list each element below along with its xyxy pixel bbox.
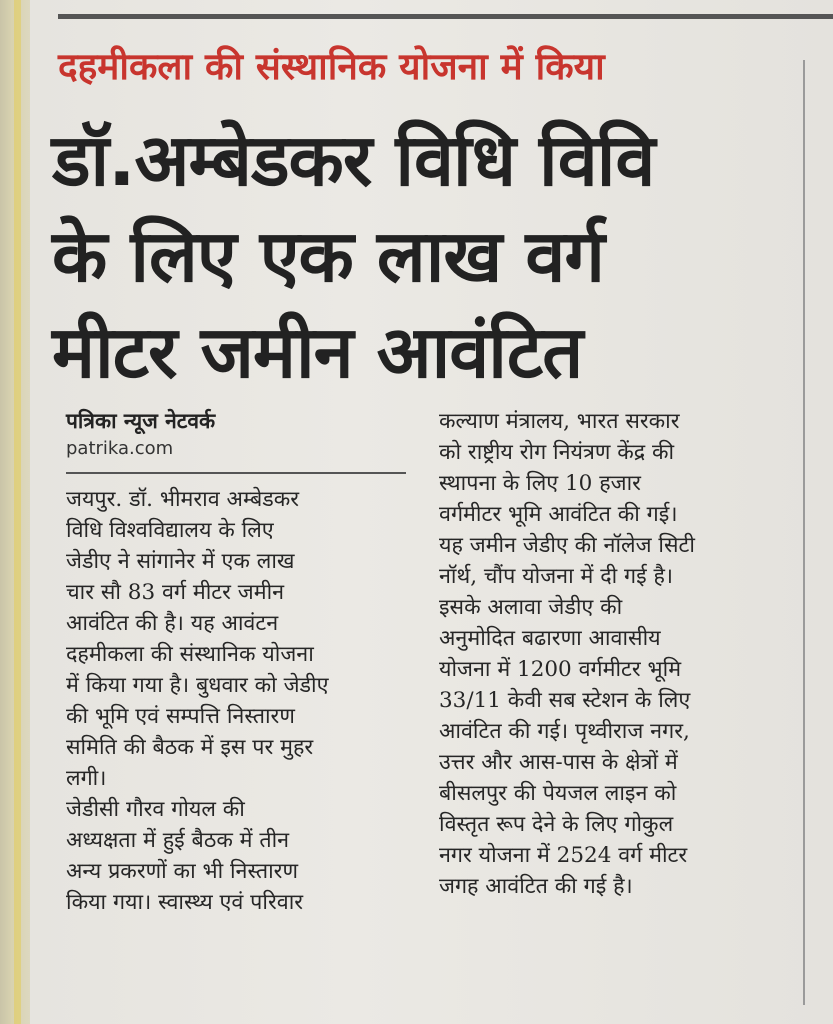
body-line: कल्याण मंत्रालय, भारत सरकार: [439, 409, 680, 434]
body-line: नॉर्थ, चौंप योजना में दी गई है।: [439, 564, 674, 589]
body-line: बीसलपुर की पेयजल लाइन को: [439, 781, 677, 806]
body-line: जेडीसी गौरव गोयल की: [66, 797, 245, 822]
article-kicker: दहमीकला की संस्थानिक योजना में किया: [58, 45, 605, 88]
body-line: यह जमीन जेडीए की नॉलेज सिटी: [439, 533, 695, 558]
headline-line: के लिए एक लाख वर्ग: [52, 214, 604, 298]
body-line: आवंटित की गई। पृथ्वीराज नगर,: [439, 719, 690, 744]
column-rule: [803, 60, 805, 1005]
body-line: में किया गया है। बुधवार को जेडीए: [66, 673, 329, 698]
body-line: आवंटित की है। यह आवंटन: [66, 611, 279, 636]
body-line: स्थापना के लिए 10 हजार: [439, 471, 641, 496]
byline: पत्रिका न्यूज नेटवर्क: [66, 409, 216, 433]
website-credit: patrika.com: [66, 438, 174, 459]
article-column-left: [66, 406, 411, 918]
body-line: इसके अलावा जेडीए की: [439, 595, 623, 620]
body-line: अनुमोदित बढारणा आवासीय: [439, 626, 661, 651]
body-line: 33/11 केवी सब स्टेशन के लिए: [439, 688, 691, 713]
body-line: नगर योजना में 2524 वर्ग मीटर: [439, 843, 688, 868]
body-line: को राष्ट्रीय रोग नियंत्रण केंद्र की: [439, 440, 675, 465]
body-line: जयपुर. डॉ. भीमराव अम्बेडकर: [66, 487, 300, 512]
body-line: जगह आवंटित की गई है।: [439, 874, 633, 899]
body-line: उत्तर और आस-पास के क्षेत्रों में: [439, 750, 678, 775]
top-rule: [58, 14, 833, 19]
right-column-body: [439, 406, 779, 902]
article-headline: [52, 112, 797, 400]
headline-line: डॉ.अम्बेडकर विधि विवि: [52, 118, 655, 202]
body-line: वर्गमीटर भूमि आवंटित की गई।: [439, 502, 678, 527]
body-line: विस्तृत रूप देने के लिए गोकुल: [439, 812, 674, 837]
body-line: किया गया। स्वास्थ्य एवं परिवार: [66, 890, 304, 915]
body-line: विधि विश्वविद्यालय के लिए: [66, 518, 274, 543]
highlight-stripe: [14, 0, 21, 1024]
body-line: योजना में 1200 वर्गमीटर भूमि: [439, 657, 682, 682]
body-line: चार सौ 83 वर्ग मीटर जमीन: [66, 580, 285, 605]
body-line: जेडीए ने सांगानेर में एक लाख: [66, 549, 295, 574]
left-column-body: [66, 484, 411, 918]
article-column-right: [439, 406, 779, 902]
body-line: की भूमि एवं सम्पत्ति निस्तारण: [66, 704, 295, 729]
body-line: अध्यक्षता में हुई बैठक में तीन: [66, 828, 290, 853]
body-line: लगी।: [66, 766, 107, 791]
byline-divider: [66, 472, 406, 474]
body-line: दहमीकला की संस्थानिक योजना: [66, 642, 314, 667]
body-line: समिति की बैठक में इस पर मुहर: [66, 735, 314, 760]
body-line: अन्य प्रकरणों का भी निस्तारण: [66, 859, 299, 884]
headline-line: मीटर जमीन आवंटित: [52, 310, 583, 394]
